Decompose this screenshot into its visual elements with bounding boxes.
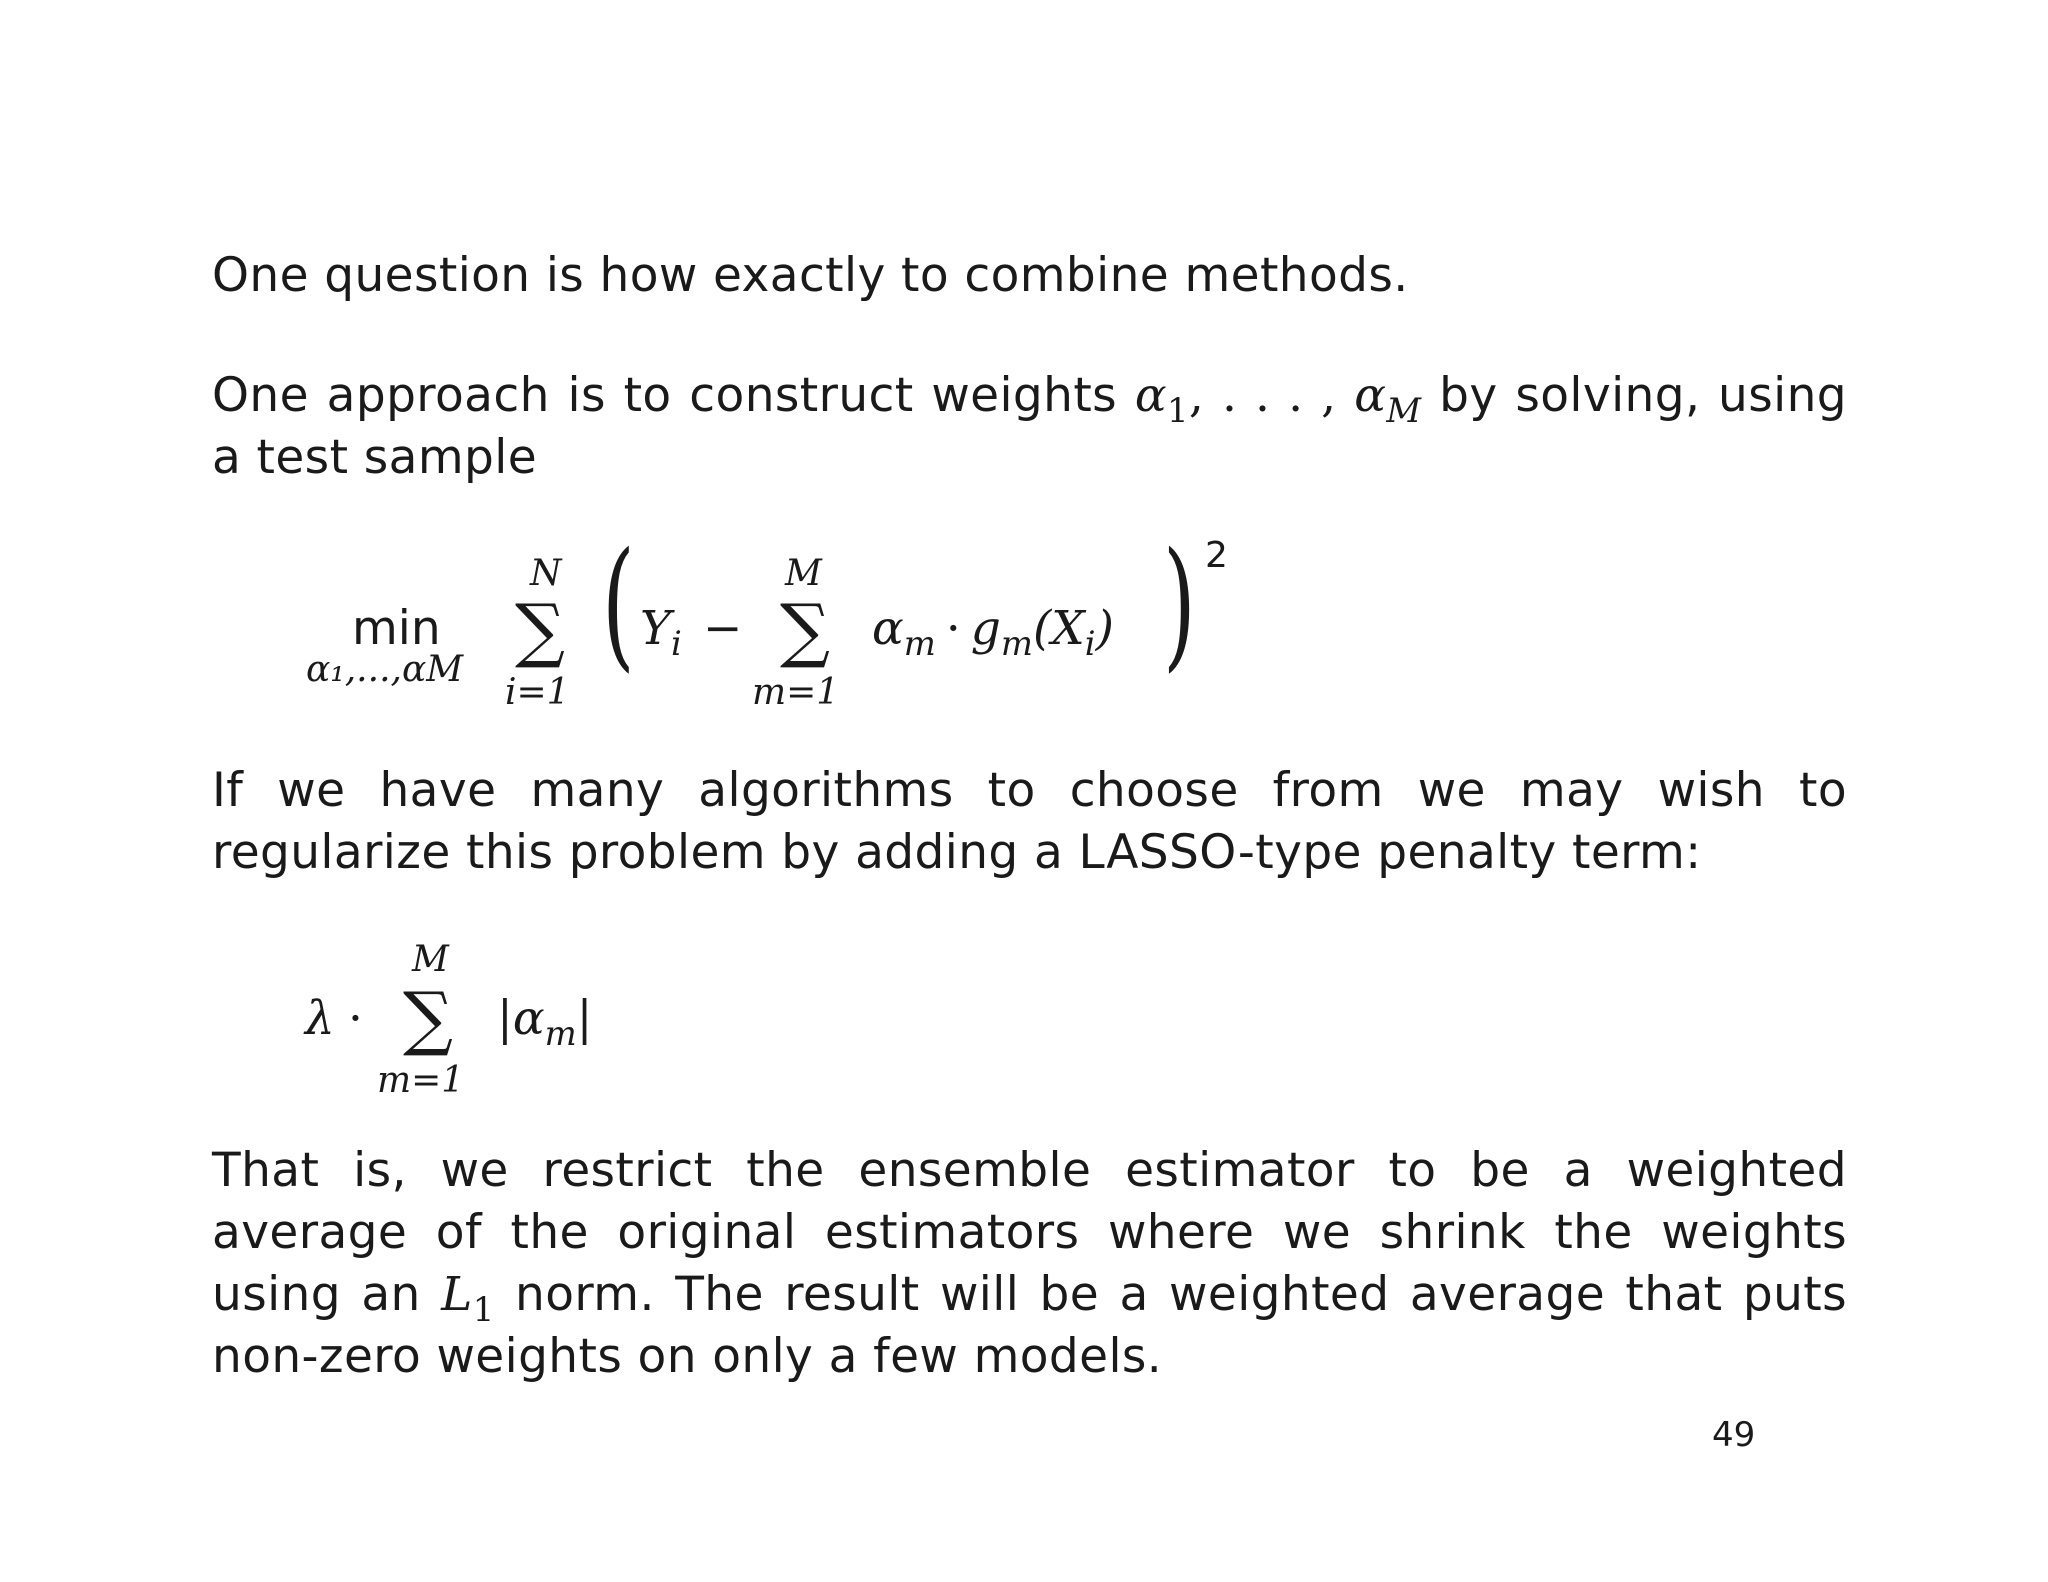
paragraph-question-text: One question is how exactly to combine methods.: [212, 248, 1409, 303]
l1-norm-math: [441, 1267, 495, 1329]
square-exponent: 2: [1205, 535, 1228, 576]
penalty-sum-lower: m=1: [377, 1060, 465, 1101]
sum2-lower-limit: m=1: [752, 672, 840, 713]
weights-alpha-last: α: [1354, 368, 1387, 423]
minus-sign: −: [703, 601, 743, 656]
y-subscript: i: [671, 623, 682, 663]
paragraph-conclusion-text-start: That is, we restrict the ensemble estimator to be a weighted average of the original estimators where we shrink the weights using an: [212, 1143, 1847, 1322]
weights-ellipsis: , . . . ,: [1188, 368, 1355, 423]
sum1-upper-limit: N: [530, 553, 562, 594]
g-argument: (X: [1032, 601, 1085, 656]
l1-norm-symbol: L: [441, 1267, 473, 1322]
paragraph-approach-text-end: by solving, using a test sample: [212, 368, 1847, 485]
right-paren: ): [1163, 523, 1196, 686]
left-paren: (: [602, 523, 635, 686]
g-subscript: m: [1000, 623, 1033, 663]
paragraph-regularize: [212, 760, 1847, 884]
product-dot: ·: [945, 601, 961, 656]
weights-math: [1134, 368, 1422, 430]
lambda-symbol: λ: [305, 991, 335, 1046]
paragraph-conclusion: [212, 1140, 1847, 1388]
abs-alpha-close: |: [576, 991, 593, 1046]
sum1-sigma: ∑: [515, 589, 565, 671]
paragraph-conclusion-text-end: norm. The result will be a weighted average that puts non-zero weights on only a few models.: [212, 1267, 1847, 1384]
weights-sub-1: 1: [1166, 390, 1189, 430]
abs-alpha-open: |α: [497, 991, 545, 1046]
y-symbol: Y: [640, 601, 672, 656]
weights-alpha: α: [1134, 368, 1167, 423]
paragraph-approach: [212, 365, 1847, 489]
paragraph-regularize-text: If we have many algorithms to choose from we may wish to regularize this problem by adding a LASSO-type penalty term:: [212, 763, 1847, 880]
sum2-sigma: ∑: [780, 589, 830, 671]
page-number: 49: [1712, 1415, 1756, 1455]
paragraph-question: [212, 245, 1847, 307]
min-subscript: α₁,...,αM: [306, 649, 464, 690]
sum1-lower-limit: i=1: [505, 672, 570, 713]
weights-sub-m: M: [1386, 390, 1422, 430]
min-operator: min: [352, 601, 441, 656]
g-argument-subscript: i: [1084, 623, 1096, 663]
alpha-m-subscript: m: [903, 623, 936, 663]
penalty-sum-upper: M: [412, 939, 449, 980]
alpha-g-term: [872, 601, 1114, 663]
paragraph-approach-text-start: One approach is to construct weights: [212, 368, 1135, 423]
sum2-upper-limit: M: [785, 553, 822, 594]
abs-alpha-subscript: m: [544, 1013, 577, 1053]
alpha-m-symbol: α: [872, 601, 904, 656]
penalty-sigma: ∑: [403, 977, 453, 1059]
g-symbol: g: [970, 601, 1001, 656]
abs-alpha-term: [497, 991, 593, 1053]
g-argument-close: ): [1095, 601, 1114, 656]
y-term: [640, 601, 682, 663]
l1-norm-subscript: 1: [472, 1289, 495, 1329]
penalty-dot: ·: [348, 991, 363, 1046]
